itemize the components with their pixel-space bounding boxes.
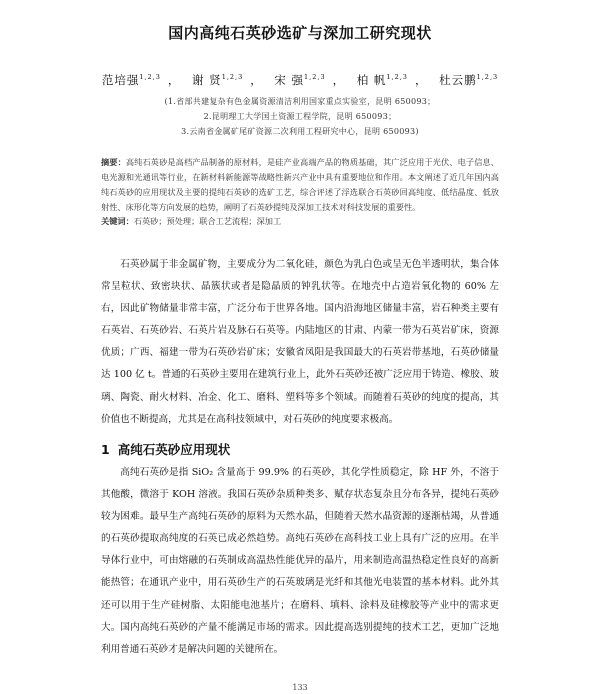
section-number: 1 (101, 442, 110, 457)
abstract-text: 高纯石英砂是高档产品制备的原材料，是硅产业高端产品的物质基础，其广泛应用于光伏、电子信息、电光源和光通讯等行业，在新材料新能源等战略性新兴产业中具有重要地位和作用。本文阐述了近几年国内高纯石英砂的应用现状及主要的提纯石英砂的选矿工艺，综合评述了浮选联合石英砂回高纯度、低结晶度、低放射性、床形化等方向发展的趋势，阐明了石英砂提纯及深加工技术对科技发展的重要性。 (101, 157, 499, 212)
keywords-label: 关键词： (101, 216, 134, 226)
paper-title: 国内高纯石英砂选矿与深加工研究现状 (168, 24, 432, 42)
keywords-text: 石英砂；预处理；联合工艺流程；深加工 (133, 216, 282, 226)
affiliation-line: (1.省部共建复杂有色金属资源清洁利用国家重点实验室，昆明 650093； (164, 97, 436, 106)
section-title: 高纯石英砂应用现状 (117, 442, 231, 457)
intro-paragraph: 石英砂属于非金属矿物，主要成分为二氧化硅，颜色为乳白色或呈无色半透明状，集合体常呈粒状、致密块状、晶簇状或者是隐晶质的钟乳状等。在地壳中占造岩氧化物的 60% 左右，因此矿物储量非常丰富，广泛分布于世界各地。国内沿海地区储量丰富，岩石种类主要有石英岩、石英砂岩、石英片岩及脉石石英等。内陆地区的甘肃、内蒙一带为石英岩矿床，资源优质；广西、福建一带为石英砂岩矿床；安徽省凤阳是我国最大的石英岩带基地，石英砂储量达 100 亿 t。普通的石英砂主要用在建筑行业上，此外石英砂还被广泛应用于铸造、橡胶、玻璃、陶瓷、耐火材料、冶金、化工、磨料、塑料等多个领域。而随着石英砂的纯度的提高，其价值也不断提高，尤其是在高科技领域中，对石英砂的纯度要求极高。 (101, 259, 499, 425)
author: 杜云鹏$^{1,2,3}$ (439, 73, 499, 87)
author: 柏 帆$^{1,2,3}$ (356, 73, 408, 87)
abstract-label: 摘要： (101, 157, 126, 167)
page-number: 133 (292, 683, 308, 692)
author: 宋 强$^{1,2,3}$ (274, 73, 326, 87)
author: 谢 贤$^{1,2,3}$ (192, 73, 244, 87)
affiliation-line: 2.昆明理工大学国土资源工程学院，昆明 650093； (203, 112, 397, 121)
section-paragraph: 高纯石英砂是指 SiO₂ 含量高于 99.9% 的石英砂，其化学性质稳定，除 HF 外，不溶于其他酸，微溶于 KOH 溶液。我国石英砂杂质种类多、赋存状态复杂且分布各异，提纯石英砂较为困难。最早生产高纯石英砂的原料为天然水晶，但随着天然水晶资源的逐渐枯竭，从普通的石英砂提取高纯度的石英已成必然趋势。高纯石英砂在高科技工业上具有广泛的应用。在半导体行业中，可由熔融的石英制成高温热性能优异的晶片，用来制造高温热稳定性良好的高新能热管；在通讯产业中，用石英砂生产的石英玻璃是光纤和其他光电装置的基本材料。此外其还可以用于生产硅树脂、太阳能电池基片；在磨料、填料、涂料及硅橡胶等产业中的需求更大。国内高纯石英砂的产量不能满足市场的需求。因此提高选别提纯的技术工艺，更加广泛地利用普通石英砂才是解决问题的关键所在。 (101, 467, 499, 655)
keywords (101, 216, 499, 227)
author-list: 范培强$^{1,2,3}$ ， 谢 贤$^{1,2,3}$ ， 宋 强$^{1,2,3}$ ， 柏 帆$^{1,2,3}$ ， 杜云鹏$^{1,2,3}$ (101, 73, 499, 87)
affiliation-line: 3.云南省金属矿尾矿资源二次利用工程研究中心，昆明 650093) (181, 127, 419, 136)
section-heading (101, 440, 230, 458)
abstract (101, 155, 499, 215)
author: 范培强$^{1,2,3}$ (101, 73, 161, 87)
